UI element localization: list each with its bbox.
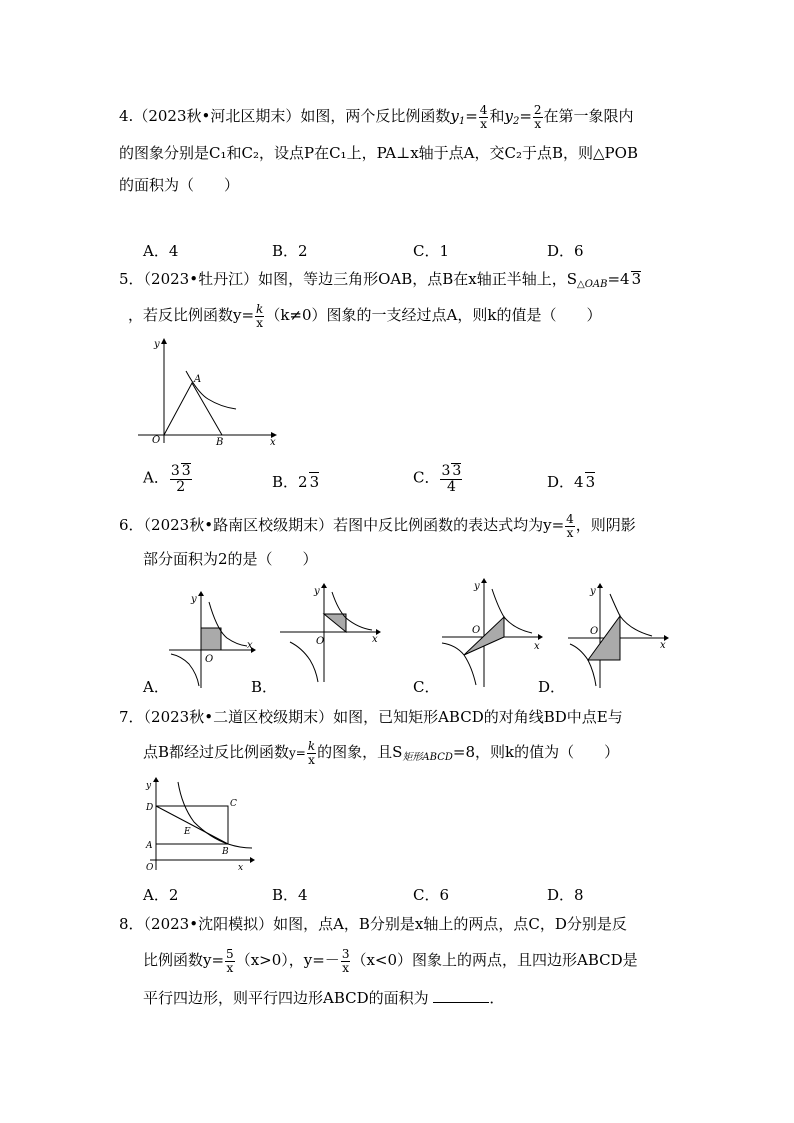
q5-option-d: D．4 3 [547,473,596,491]
q6-option-b: B． [251,678,278,696]
q5-area-value: =4 [607,270,630,288]
q5-label-b: B [216,437,224,447]
q7-source: （2023秋•二道区校级期末） [143,708,334,726]
q7-figure [140,776,260,874]
q8-text-2: 比例函数y= [143,951,225,970]
q4-and: 和 [489,107,505,126]
q8-answer-blank[interactable] [433,990,489,1003]
svg-text:B: B [222,847,229,857]
q8-source: （2023•沈阳模拟） [143,915,274,933]
q8-text-4: （x<0）图象上的两点，且四边形ABCD是 [351,951,638,970]
q4-y2: $y_2=$ [504,107,532,128]
q6-fraction: $\frac{4}{x}$ [566,512,574,540]
q8-line2 [143,948,638,974]
svg-text:y: y [314,586,320,597]
svg-text:y: y [590,586,596,597]
q7-line2 [143,740,619,766]
q6-figure-d [566,582,670,690]
q8-number: 8． [119,915,144,933]
svg-text:O: O [472,625,481,636]
q5-option-a: A． $\frac{3 3}{2}$ [143,463,191,495]
q6-figure-a [165,590,257,690]
q5-label-y: y [154,339,160,350]
q6-y-eq: y= [543,516,565,535]
q4-fraction-2: $\frac{2}{x}$ [533,103,542,131]
q4-source: （2023秋•河北区期末） [133,107,301,126]
svg-text:x: x [372,634,378,645]
svg-text:E: E [184,827,191,837]
q7-y-eq: y= [289,746,306,761]
q7-option-b: B．4 [272,886,308,904]
q5-text: 如图，等边三角形OAB，点B在x轴正半轴上，S [258,270,577,288]
q5-figure [136,335,284,447]
q6-figure-c [440,577,544,689]
q6-line1 [119,513,636,539]
q6-option-a: A． [143,678,169,696]
q7-text: 如图，已知矩形ABCD的对角线BD中点E与 [333,708,623,726]
q8-text-end: ． [489,989,505,1007]
q4-line1 [119,104,634,130]
q7-fraction: $\frac{k}{x}$ [307,739,316,767]
q8-text-3: （x>0），y=－ [235,951,340,970]
q6-figure-b [278,582,382,686]
q7-option-d: D．8 [547,886,584,904]
q7-text-2: 点B都经过反比例函数 [143,743,290,762]
q6-number: 6． [119,516,144,535]
q6-text-2: ，则阴影 [575,516,636,535]
svg-text:x: x [247,640,253,651]
q5-number: 5． [119,270,144,288]
svg-text:x: x [534,641,540,652]
q5-label-o: O [152,435,161,446]
svg-text:O: O [146,863,154,873]
q4-number: 4. [119,107,134,126]
q7-number: 7． [119,708,144,726]
svg-text:A: A [146,841,153,851]
q7-text-3: 的图象，且S [317,743,403,762]
q5-line1 [119,271,641,290]
q5-area-subscript: △OAB [577,279,608,290]
q5-line2 [128,303,601,329]
q8-line1 [119,917,627,932]
q4-line2: 的图象分别是C₁和C₂，设点P在C₁上，PA⊥x轴于点A，交C₂于点B，则△POB [119,144,638,162]
svg-text:O: O [205,654,214,665]
q6-line2: 部分面积为2的是（ ） [143,550,318,568]
svg-text:D: D [146,803,154,813]
q6-option-d: D． [538,678,566,696]
q4-text: 如图，两个反比例函数 [300,107,451,126]
q4-line3: 的面积为（ ） [119,176,240,194]
q8-fraction-1: $\frac{5}{x}$ [226,947,234,975]
q5-option-c: C． $\frac{3 3}{4}$ [413,463,462,495]
svg-text:O: O [590,626,599,637]
q5-text-3: （k≠0）图象的一支经过点A，则k的值是（ ） [265,306,602,325]
q6-option-c: C． [413,678,440,696]
svg-text:y: y [191,594,197,605]
q5-fraction: $\frac{k}{x}$ [256,302,264,330]
q5-sqrt: 3 [631,270,642,288]
q4-y1: $y_1=$ [450,107,478,128]
q7-option-c: C．6 [413,886,450,904]
q5-option-b: B．2 3 [272,473,320,491]
q7-line1 [119,710,623,725]
q4-text-2: 在第一象限内 [543,107,634,126]
q4-option-a: A．4 [143,242,179,260]
q8-line3 [143,990,504,1006]
q8-text-5: 平行四边形，则平行四边形ABCD的面积为 [143,989,429,1007]
q8-fraction-2: $\frac{3}{x}$ [341,947,350,975]
svg-text:x: x [660,640,666,651]
svg-text:y: y [474,581,480,592]
q4-option-d: D．6 [547,242,584,260]
q7-text-4: =8，则k的值为（ ） [452,743,620,762]
q5-label-a: A [194,374,202,385]
q5-text-2: ，若反比例函数y= [128,306,255,325]
q4-option-b: B．2 [272,242,308,260]
q8-text: 如图，点A，B分别是x轴上的两点，点C，D分别是反 [273,915,627,933]
q6-source: （2023秋•路南区校级期末） [143,516,334,535]
svg-text:C: C [230,799,237,809]
q6-text: 若图中反比例函数的表达式均为 [333,516,544,535]
q5-source: （2023•牡丹江） [143,270,259,288]
q7-area-subscript: 矩形ABCD [402,752,453,764]
svg-text:O: O [316,636,325,647]
q7-option-a: A．2 [143,886,179,904]
svg-text:y: y [146,781,152,791]
q4-option-c: C．1 [413,242,450,260]
q5-label-x: x [270,437,276,447]
svg-text:x: x [238,863,244,873]
q4-fraction-1: $\frac{4}{x}$ [479,103,488,131]
